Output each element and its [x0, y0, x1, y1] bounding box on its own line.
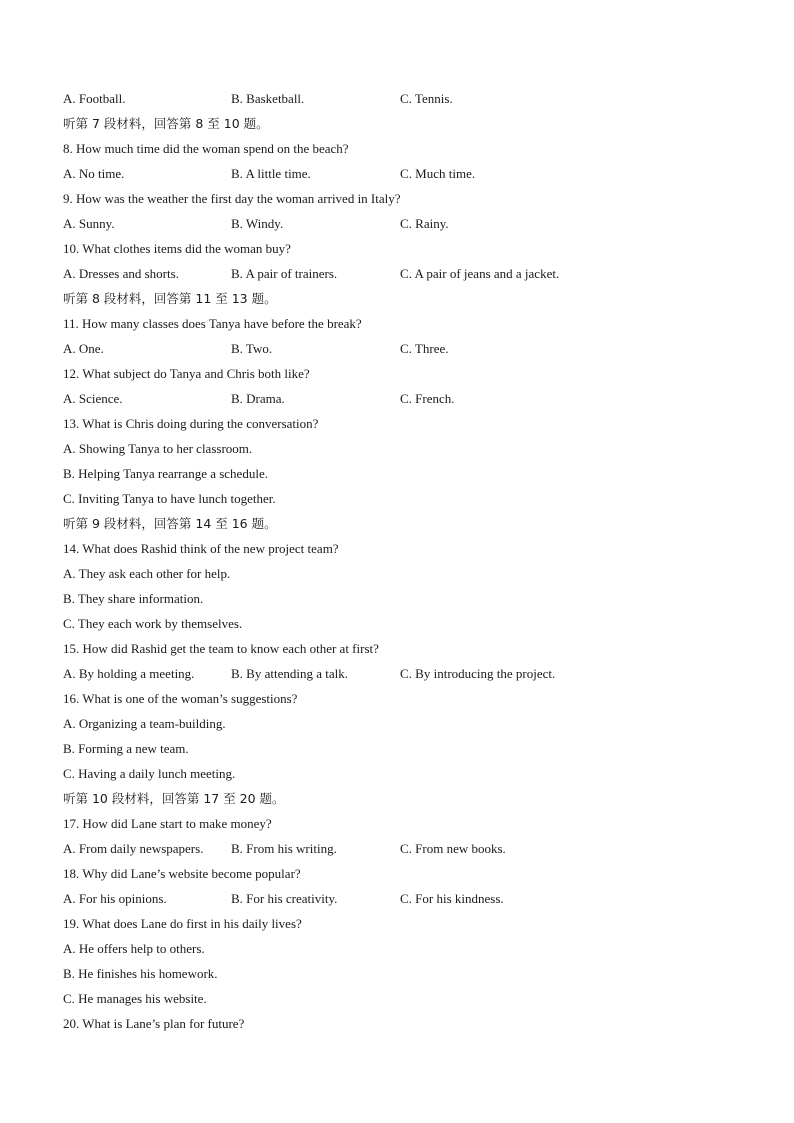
question-text: 9. How was the weather the first day the woman arrived in Italy? [63, 191, 401, 206]
option-c: C. Much time. [400, 166, 476, 181]
option-c: C. Rainy. [400, 216, 449, 231]
question-text: 18. Why did Lane’s website become popular? [63, 866, 301, 881]
option-c: C. By introducing the project. [400, 666, 556, 681]
option-row [63, 264, 743, 289]
option-b: B. Two. [231, 341, 273, 356]
option-line: B. Helping Tanya rearrange a schedule. [63, 466, 268, 481]
option-b: B. A little time. [231, 166, 311, 181]
option-line: C. He manages his website. [63, 991, 207, 1006]
option-row [63, 889, 743, 914]
question-text: 20. What is Lane’s plan for future? [63, 1016, 245, 1031]
option-c: C. Tennis. [400, 91, 453, 106]
option-row [63, 664, 743, 689]
question-text: 8. How much time did the woman spend on the beach? [63, 141, 349, 156]
option-line: B. They share information. [63, 591, 204, 606]
question-text: 14. What does Rashid think of the new project team? [63, 541, 339, 556]
option-line: B. Forming a new team. [63, 741, 189, 756]
question-text: 16. What is one of the woman’s suggestions? [63, 691, 298, 706]
question-text: 15. How did Rashid get the team to know each other at first? [63, 641, 379, 656]
option-row [63, 389, 743, 414]
question-text: 19. What does Lane do first in his daily lives? [63, 916, 302, 931]
option-line: A. They ask each other for help. [63, 566, 231, 581]
option-c: C. For his kindness. [400, 891, 504, 906]
option-a: A. One. [63, 341, 104, 356]
option-a: A. Dresses and shorts. [63, 266, 179, 281]
option-b: B. A pair of trainers. [231, 266, 338, 281]
question-text: 17. How did Lane start to make money? [63, 816, 272, 831]
option-row [63, 214, 743, 239]
question-list [63, 89, 743, 1039]
option-row [63, 339, 743, 364]
option-a: A. No time. [63, 166, 125, 181]
option-b: B. Drama. [231, 391, 285, 406]
option-a: A. Sunny. [63, 216, 115, 231]
option-c: C. From new books. [400, 841, 506, 856]
option-a: A. For his opinions. [63, 891, 167, 906]
option-a: A. Football. [63, 91, 126, 106]
option-line: C. Inviting Tanya to have lunch together. [63, 491, 276, 506]
option-a: A. Science. [63, 391, 123, 406]
option-b: B. By attending a talk. [231, 666, 348, 681]
option-line: A. Showing Tanya to her classroom. [63, 441, 253, 456]
option-line: A. He offers help to others. [63, 941, 205, 956]
question-text: 11. How many classes does Tanya have before the break? [63, 316, 362, 331]
option-c: C. Three. [400, 341, 449, 356]
option-line: C. Having a daily lunch meeting. [63, 766, 236, 781]
option-b: B. For his creativity. [231, 891, 338, 906]
section-instruction: 听第 7 段材料，回答第 8 至 10 题。 [63, 116, 269, 131]
option-row [63, 839, 743, 864]
section-instruction: 听第 8 段材料，回答第 11 至 13 题。 [63, 291, 277, 306]
question-text: 13. What is Chris doing during the conversation? [63, 416, 319, 431]
option-b: B. Basketball. [231, 91, 305, 106]
question-text: 12. What subject do Tanya and Chris both like? [63, 366, 310, 381]
option-c: C. A pair of jeans and a jacket. [400, 266, 560, 281]
option-row [63, 164, 743, 189]
option-line: A. Organizing a team-building. [63, 716, 226, 731]
option-a: A. From daily newspapers. [63, 841, 204, 856]
section-instruction: 听第 9 段材料，回答第 14 至 16 题。 [63, 516, 277, 531]
question-text: 10. What clothes items did the woman buy? [63, 241, 291, 256]
option-row [63, 89, 743, 114]
option-line: C. They each work by themselves. [63, 616, 243, 631]
option-line: B. He finishes his homework. [63, 966, 218, 981]
option-a: A. By holding a meeting. [63, 666, 195, 681]
option-c: C. French. [400, 391, 455, 406]
section-instruction: 听第 10 段材料，回答第 17 至 20 题。 [63, 791, 285, 806]
option-b: B. Windy. [231, 216, 284, 231]
option-b: B. From his writing. [231, 841, 337, 856]
